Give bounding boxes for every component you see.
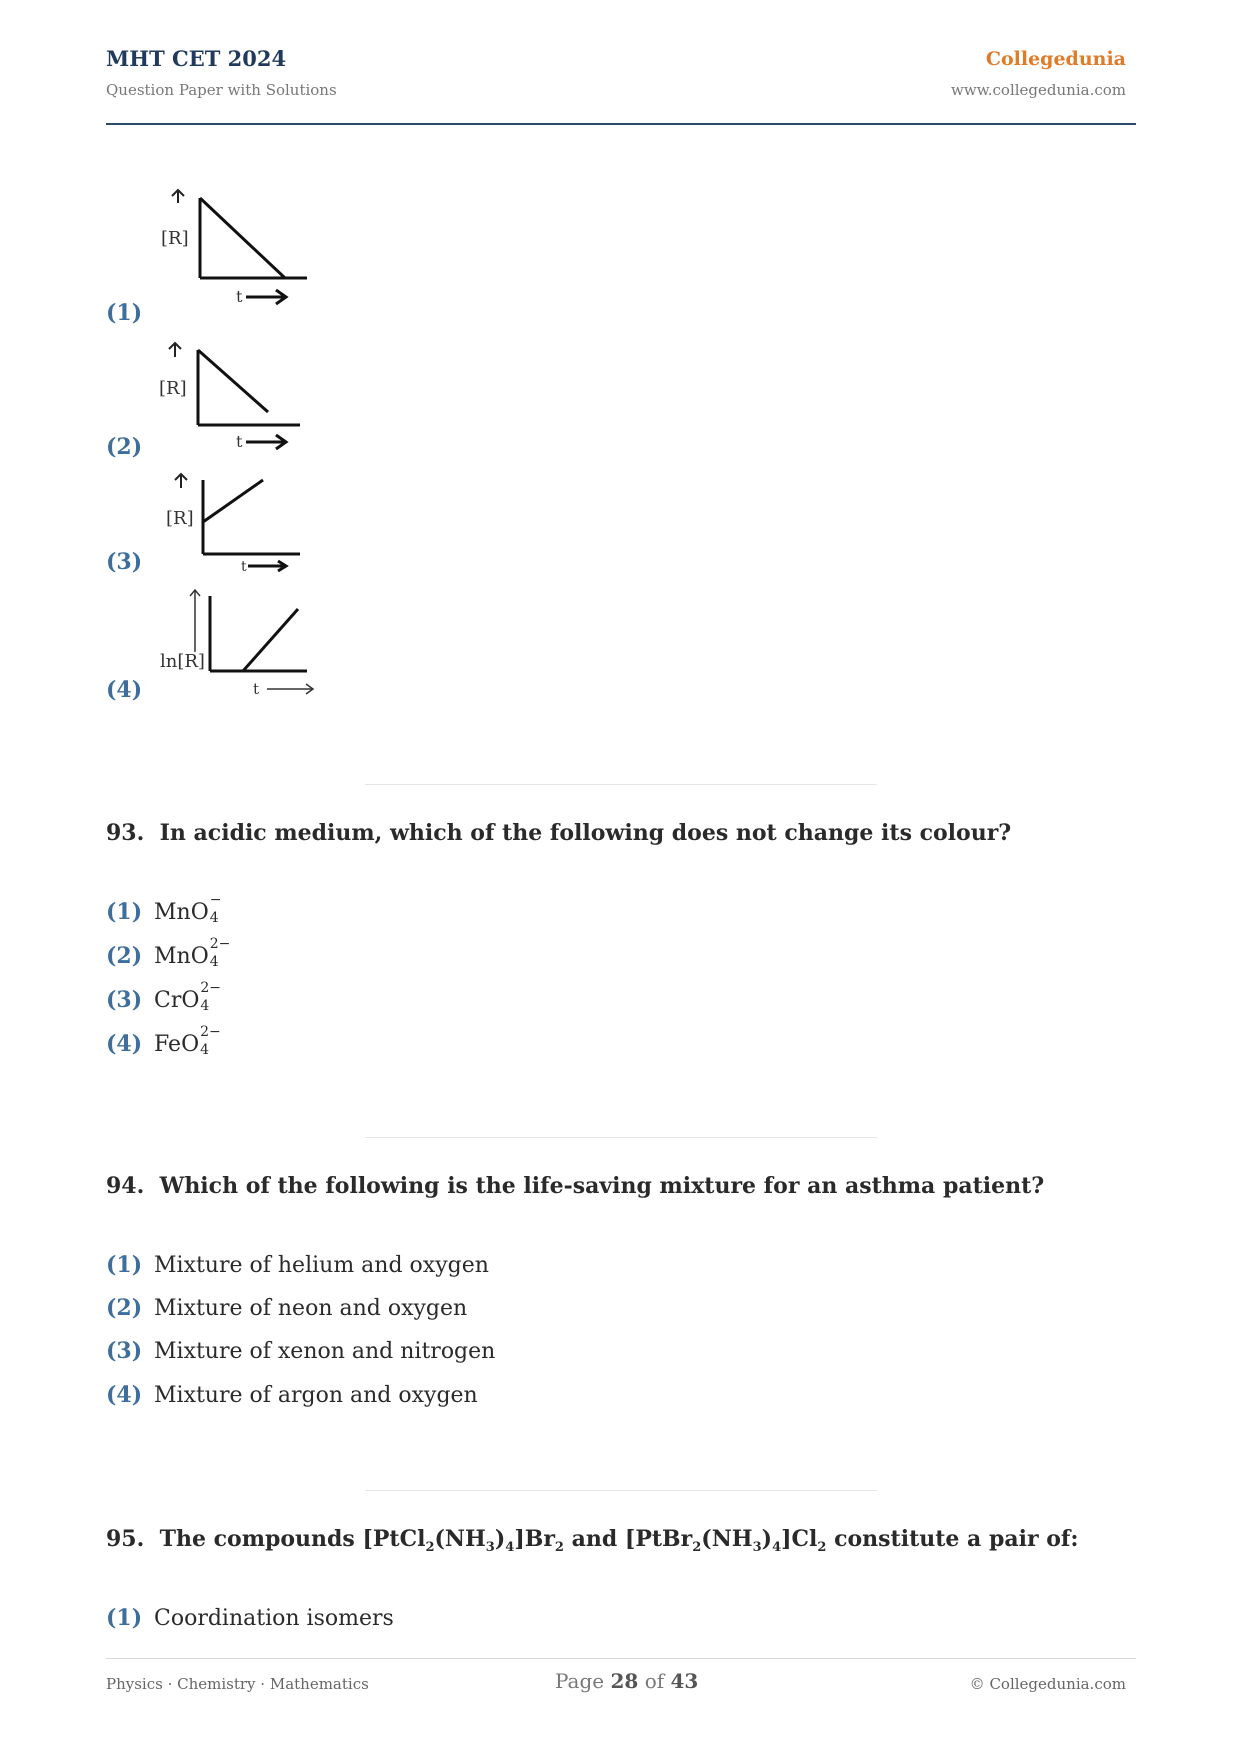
option-text: Mixture of neon and oxygen (154, 1296, 468, 1321)
option-number: (2) (106, 943, 143, 969)
footer-divider (106, 1658, 1136, 1659)
x-axis-label: t (241, 559, 247, 575)
q93-option-3[interactable] (106, 980, 222, 1014)
q92-option-1-graph (150, 188, 320, 318)
y-axis-label: [R] (161, 228, 189, 249)
q92-option-3-number: (3) (106, 549, 143, 575)
x-axis-label: t (236, 287, 243, 306)
q92-option-4-number: (4) (106, 677, 143, 703)
q93-option-2[interactable] (106, 936, 231, 970)
option-number: (4) (106, 1031, 143, 1057)
separator (365, 784, 877, 785)
option-number: (3) (106, 1338, 143, 1364)
q93-option-4[interactable] (106, 1024, 221, 1058)
question-95-text: The compounds $[PtCl_2(NH_3)_4]Br_2$ and $[PtBr_2(NH_3)_4]Cl_2$ constitute a pair of: (159, 1526, 1079, 1555)
brand-url[interactable]: www.collegedunia.com (951, 81, 1126, 99)
option-number: (4) (106, 1382, 143, 1408)
q92-option-2-graph (150, 340, 320, 460)
footer-copyright: © Collegedunia.com (969, 1675, 1126, 1693)
header-title: MHT CET 2024 (106, 46, 287, 71)
option-text: Mixture of xenon and nitrogen (154, 1339, 496, 1364)
q92-option-1-number: (1) (106, 300, 143, 326)
option-formula: MnO − 4 (154, 892, 222, 926)
page-current: 28 (610, 1669, 639, 1693)
page-total: 43 (670, 1669, 699, 1693)
separator (365, 1137, 877, 1138)
y-axis-label: [R] (159, 378, 187, 399)
q94-option-4[interactable] (106, 1382, 478, 1408)
question-93 (106, 820, 1011, 846)
q94-option-1[interactable] (106, 1252, 489, 1278)
header-divider (106, 123, 1136, 125)
q94-option-2[interactable] (106, 1295, 467, 1321)
header-subtitle: Question Paper with Solutions (106, 81, 337, 99)
x-axis-label: t (253, 680, 260, 698)
option-formula: FeO 2− 4 (154, 1024, 221, 1058)
question-94-text: Which of the following is the life-saving mixture for an asthma patient? (159, 1173, 1045, 1199)
brand-name[interactable]: Collegedunia (985, 48, 1126, 70)
question-94-number: 94. (106, 1173, 145, 1199)
q92-option-2-number: (2) (106, 434, 143, 460)
plot-line (243, 609, 298, 671)
y-axis-label: [R] (166, 508, 194, 529)
question-93-number: 93. (106, 820, 145, 846)
question-95 (106, 1526, 1078, 1555)
option-number: (2) (106, 1295, 143, 1321)
option-formula: CrO 2− 4 (154, 980, 222, 1014)
x-axis-label: t (236, 432, 243, 451)
option-formula: MnO 2− 4 (154, 936, 231, 970)
q92-option-3-graph (155, 470, 325, 580)
option-number: (1) (106, 899, 143, 925)
y-axis-label: ln[R] (160, 651, 205, 672)
separator (365, 1490, 877, 1491)
q93-option-1[interactable] (106, 892, 229, 926)
option-number: (1) (106, 1605, 143, 1631)
question-94 (106, 1173, 1044, 1199)
page-indicator: Page 28 of 43 (555, 1669, 699, 1693)
option-text: Mixture of helium and oxygen (154, 1253, 489, 1278)
option-number: (3) (106, 987, 143, 1013)
q95-option-1[interactable] (106, 1605, 394, 1631)
plot-line (200, 198, 285, 278)
question-93-text: In acidic medium, which of the following does not change its colour? (159, 820, 1012, 846)
q92-option-4-graph (155, 588, 325, 703)
q94-option-3[interactable] (106, 1338, 495, 1364)
option-text: Mixture of argon and oxygen (154, 1383, 478, 1408)
question-95-number: 95. (106, 1526, 145, 1552)
option-text: Coordination isomers (154, 1606, 394, 1631)
footer-subjects: Physics · Chemistry · Mathematics (106, 1675, 369, 1693)
option-number: (1) (106, 1252, 143, 1278)
plot-line (203, 480, 263, 522)
plot-line (198, 350, 268, 412)
